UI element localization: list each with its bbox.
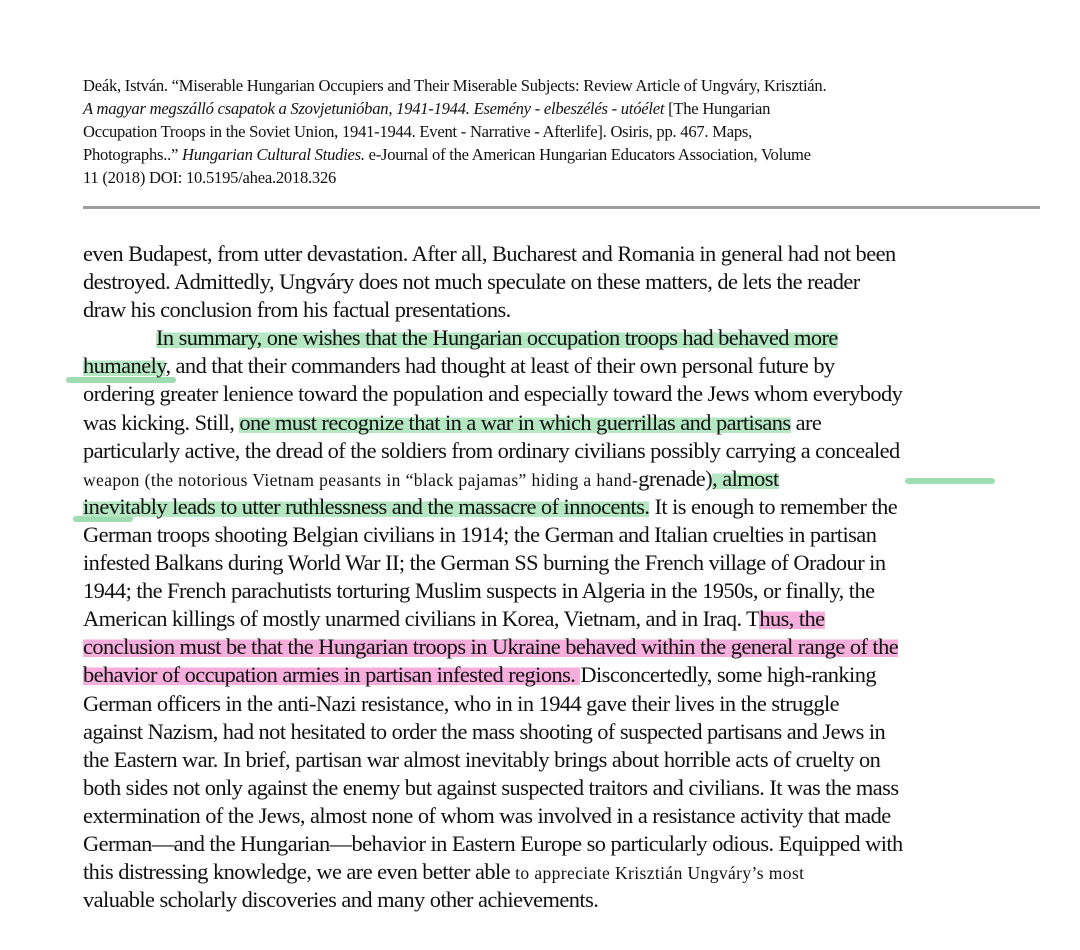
text-line: infested Balkans during World War II; the German SS burning the French village of Oradour in	[83, 550, 886, 576]
text-line: was kicking. Still, one must recognize that in a war in which guerrillas and partisans are	[83, 409, 822, 435]
text-line: German troops shooting Belgian civilians in 1914; the German and Italian cruelties in partisan	[83, 521, 877, 547]
text-line: valuable scholarly discoveries and many other achievements.	[83, 887, 599, 913]
text-line: against Nazism, had not hesitated to order the mass shooting of suspected partisans and Jews in	[83, 718, 886, 744]
green-highlight: one must recognize that in a war in which guerrillas and partisans	[239, 409, 791, 435]
citation-header	[83, 74, 1045, 189]
text-line: inevitably leads to utter ruthlessness and the massacre of innocents. It is enough to remember the	[83, 493, 898, 519]
text-line: American killings of mostly unarmed civilians in Korea, Vietnam, and in Iraq. Thus, the	[83, 606, 825, 632]
text-line: extermination of the Jews, almost none of whom was involved in a resistance activity that made	[83, 802, 891, 828]
text-line: even Budapest, from utter devastation. After all, Bucharest and Romania in general had not been	[83, 241, 896, 266]
text-line: both sides not only against the enemy but against suspected traitors and civilians. It was the mass	[83, 774, 899, 800]
green-highlight: inevitably leads to utter ruthlessness and the massacre of innocents.	[83, 493, 650, 519]
text-line: German officers in the anti-Nazi resistance, who in in 1944 gave their lives in the struggle	[83, 690, 840, 716]
text-line: ordering greater lenience toward the population and especially toward the Jews whom everybody	[83, 381, 903, 407]
journal-title: Hungarian Cultural Studies.	[182, 145, 365, 164]
text-line: German—and the Hungarian—behavior in Eastern Europe so particularly odious. Equipped with	[83, 830, 903, 856]
green-highlight: humanely	[83, 353, 166, 379]
text-line: humanely, and that their commanders had thought at least of their own personal future by	[83, 353, 835, 379]
citation-line: Deák, István. “Miserable Hungarian Occupiers and Their Miserable Subjects: Review Article of Ungváry, Krisztián.	[83, 76, 827, 95]
book-title: A magyar megszálló csapatok a Szovjetunióban, 1941-1944. Esemény - elbeszélés - utóélet	[83, 99, 665, 118]
green-highlight: , almost	[712, 465, 779, 491]
pink-highlight: conclusion must be that the Hungarian troops in Ukraine behaved within the general range of the	[83, 634, 899, 660]
header-divider	[83, 206, 1040, 209]
citation-line: Photographs..” Hungarian Cultural Studies. e-Journal of the American Hungarian Educators Association, Volume	[83, 145, 811, 164]
citation-doi: 11 (2018) DOI: 10.5195/ahea.2018.326	[83, 168, 337, 187]
text-line: particularly active, the dread of the soldiers from ordinary civilians possibly carrying a concealed	[83, 437, 900, 463]
citation-line: Occupation Troops in the Soviet Union, 1941-1944. Event - Narrative - Afterlife]. Osiris, pp. 467. Maps,	[83, 122, 752, 141]
pink-highlight: behavior of occupation armies in partisan infested regions.	[83, 662, 581, 688]
citation-line: A magyar megszálló csapatok a Szovjetunióban, 1941-1944. Esemény - elbeszélés - utóélet [The Hungarian	[83, 99, 771, 118]
text-line: 1944; the French parachutists torturing Muslim suspects in Algeria in the 1950s, or finally, the	[83, 578, 875, 604]
text-line: draw his conclusion from his factual presentations.	[83, 297, 511, 323]
pink-highlight: hus, the	[759, 606, 825, 632]
text-line: this distressing knowledge, we are even better able to appreciate Krisztián Ungváry’s most	[83, 859, 805, 885]
text-line	[83, 633, 1043, 661]
text-line: weapon (the notorious Vietnam peasants in “black pajamas” hiding a hand-grenade), almost	[83, 465, 779, 491]
text-line: the Eastern war. In brief, partisan war almost inevitably brings about horrible acts of cruelty on	[83, 746, 881, 772]
green-highlight: In summary, one wishes that the Hungarian occupation troops had behaved more	[156, 325, 838, 351]
article-body	[83, 240, 1043, 914]
text-line: behavior of occupation armies in partisan infested regions. Disconcertedly, some high-ranking	[83, 662, 877, 688]
text-line: destroyed. Admittedly, Ungváry does not much speculate on these matters, de lets the reader	[83, 269, 860, 295]
paragraph-start	[83, 324, 1043, 352]
